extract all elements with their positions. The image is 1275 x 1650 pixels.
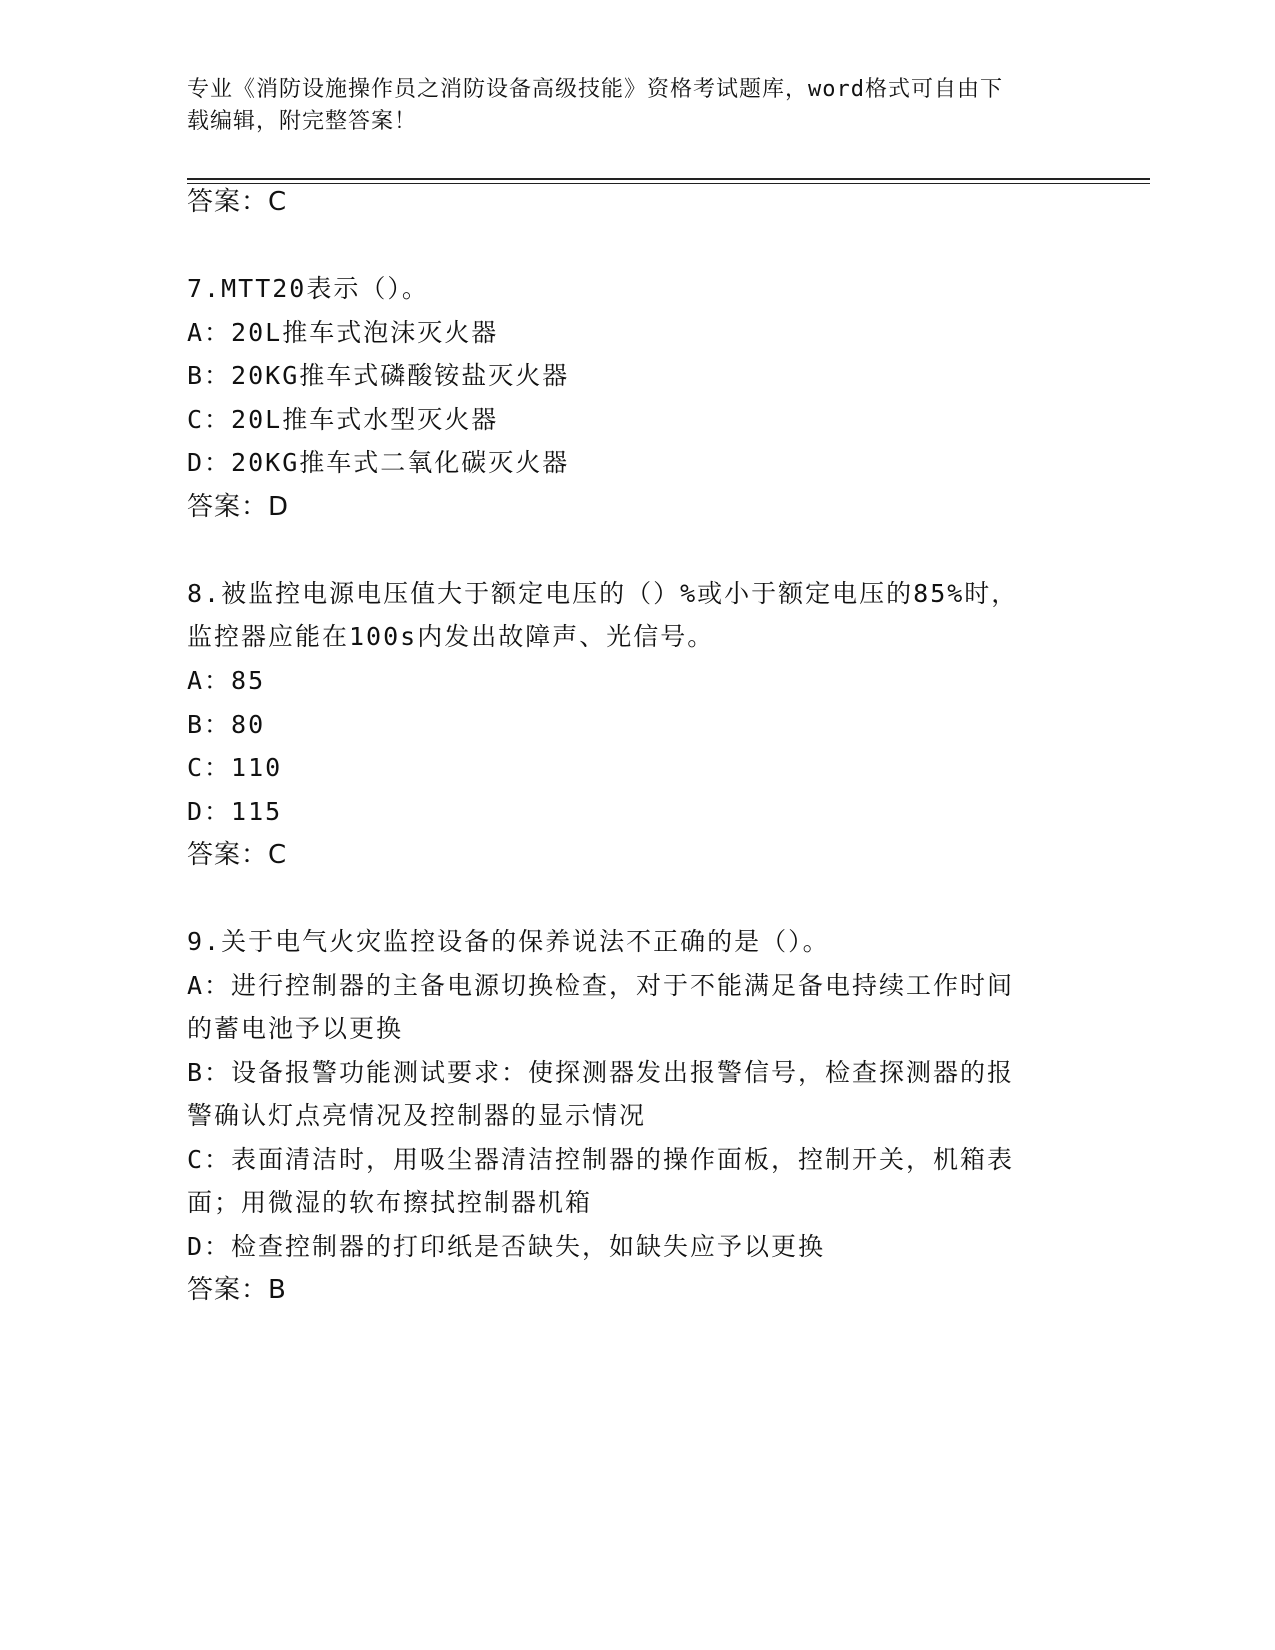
question-7-option-a: A：20L推车式泡沫灭火器 [187,318,499,347]
question-7-answer: 答案：D [187,492,290,522]
question-8-option-b: B：80 [187,710,266,739]
question-9-answer: 答案：B [187,1275,287,1305]
question-7-option-d: D：20KG推车式二氧化碳灭火器 [187,448,570,477]
question-9-option-c-line-1: C：表面清洁时，用吸尘器清洁控制器的操作面板，控制开关，机箱表 [187,1145,1015,1174]
question-9-stem: 9.关于电气火灾监控设备的保养说法不正确的是（）。 [187,927,830,956]
question-7-option-b: B：20KG推车式磷酸铵盐灭火器 [187,361,570,390]
question-9-option-b-line-1: B：设备报警功能测试要求：使探测器发出报警信号，检查探测器的报 [187,1058,1015,1087]
document-header [187,74,1067,138]
question-9-option-b-line-2: 警确认灯点亮情况及控制器的显示情况 [187,1101,647,1130]
question-7-stem: 7.MTT20表示（）。 [187,274,429,303]
question-8-option-d: D：115 [187,797,283,826]
question-8-stem-line-1: 8.被监控电源电压值大于额定电压的（）%或小于额定电压的85%时， [187,579,1019,608]
header-line-1: 专业《消防设施操作员之消防设备高级技能》资格考试题库，word格式可自由下 [187,77,1003,102]
question-9-option-c-line-2: 面；用微湿的软布擦拭控制器机箱 [187,1188,593,1217]
header-line-2: 载编辑，附完整答案！ [187,109,418,134]
question-8-option-c: C：110 [187,753,283,782]
header-divider-thick [187,178,1150,180]
question-7-option-c: C：20L推车式水型灭火器 [187,405,499,434]
question-9-option-a-line-2: 的蓄电池予以更换 [187,1014,404,1043]
header-divider-thin [187,183,1150,184]
question-9-option-d: D：检查控制器的打印纸是否缺失，如缺失应予以更换 [187,1232,826,1261]
question-8-option-a: A：85 [187,666,266,695]
question-8-stem-line-2: 监控器应能在100s内发出故障声、光信号。 [187,622,715,651]
question-9-option-a-line-1: A：进行控制器的主备电源切换检查，对于不能满足备电持续工作时间 [187,971,1015,1000]
previous-answer: 答案：C [187,187,288,217]
question-8-answer: 答案：C [187,840,288,870]
